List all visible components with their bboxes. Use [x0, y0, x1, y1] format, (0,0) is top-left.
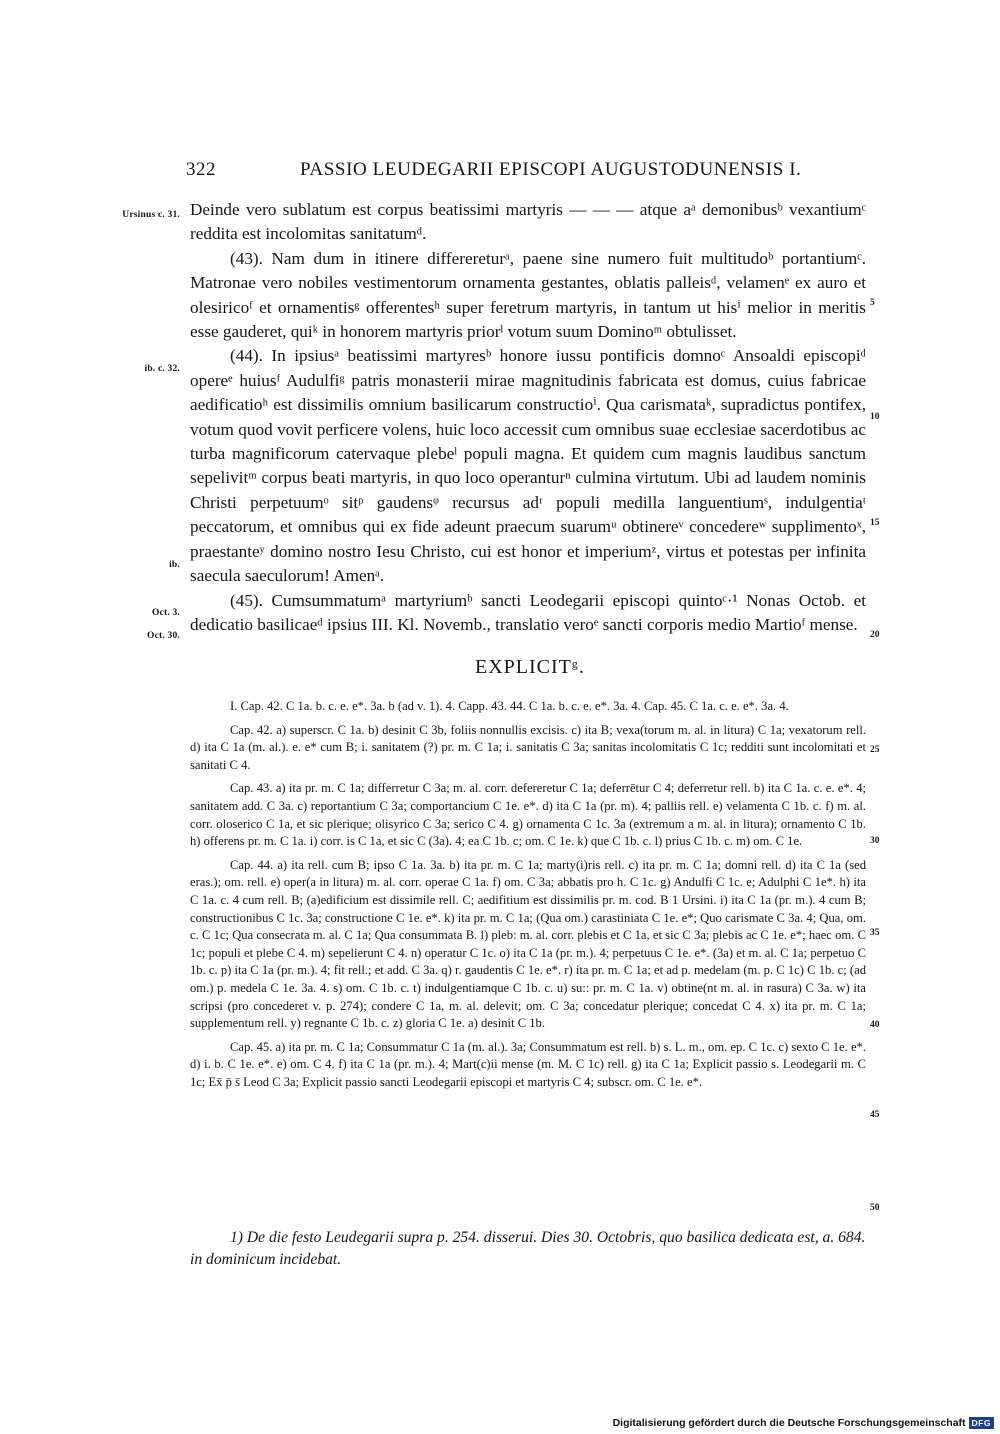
apparatus-cap-43: Cap. 43. a) ita pr. m. C 1a; differretur C 3a; m. al. corr. defereretur C 1a; deferrētur C 4; deferretur rell. b) ita C 1a. c. e. e*. 4; sanitatem add. C 3a. c) reportantium C 3a; comportancium C 1e. e*. d) ita C 1a (pr. m). 4; palliis rell. e) velamenta C 1b. c. f) m. al. corr. oloserico C 1a, et sic plerique; olisyrico C 3a; serico C 4. g) ornamenta C 1c. 3a (extremum a m. al. in litura); ornamento C 1b. h) offerens pr. m. C 1a. i) corr. is C 1a, et sic C (3a). 4; ea C 1b. c; om. C 1e. k) que C 1b. c. l) prius C 1b. c. m) om. C 1e. — [190, 781, 866, 849]
explicit-heading: EXPLICITᵍ. — [475, 656, 585, 678]
line-number: 20 — [870, 630, 880, 640]
line-number: 30 — [870, 836, 880, 846]
credit-text: Digitalisierung gefördert durch die Deutsche Forschungsgemeinschaft — [612, 1417, 966, 1429]
paragraph-43: (43). Nam dum in itinere differereturᵃ, paene sine numero fuit multitudoᵇ portantiumᶜ. Matronae vero nobiles vestimentorum ornamenta gestantes, oblatis palleisᵈ, velamenᵉ ex auro et olesiricoᶠ et ornamentisᵍ offerentesʰ super feretrum martyris, in tantum ut hisⁱ melior in meritis esse gauderet, quiᵏ in honorem martyris priorˡ votum suum Dominoᵐ obtulisset. — [190, 248, 866, 342]
paragraph-42: Deinde vero sublatum est corpus beatissimi martyris — — — atque aᵃ demonibusᵇ vexantiumᶜ reddita est incolomitas sanitatumᵈ. — [190, 200, 866, 244]
line-number: 25 — [870, 745, 880, 755]
margin-note-ib: ib. — [169, 560, 180, 570]
paragraph-44: (44). In ipsiusᵃ beatissimi martyresᵇ honore iussu pontificis domnoᶜ Ansoaldi episcopiᵈ opereᵉ huiusᶠ Audulfiᵍ patris monasterii mirae magnitudinis fabricata est domus, cuius fabricae aedificatioʰ est dissimilis omnium basilicarum constructioⁱ. Qua carismataᵏ, supradictus pontifex, votum quod vovit perficere volens, huic loco accessit cum omnibus suae ecclesiae sacerdotibus ac turba magnificorum catervaque plebeˡ populi magna. Et quidem cum magnis laudibus sanctum sepelivitᵐ corpus beati martyris, in quo loco operanturⁿ culmina virtutum. Ubi ad laudem nominis Christi perpetuumᵒ sitᵖ gaudensᵠ recursus adʳ populi medilla languentiumˢ, indulgentiaᵗ peccatorum, et omnibus qui ex fide adeunt praecum suarumᵘ obtinereᵛ concedereʷ supplimentoˣ, praestanteʸ domino nostro Iesu Christo, cui est honor et imperiumᶻ, virtus et potestas per infinita saecula saeculorum! Amenᵃ. — [190, 346, 866, 586]
margin-note-ursinus: Ursinus c. 31. — [122, 210, 180, 220]
main-text — [190, 198, 866, 637]
line-number: 35 — [870, 928, 880, 938]
apparatus-sigla: I. Cap. 42. C 1a. b. c. e. e*. 3a. b (ad v. 1). 4. Capp. 43. 44. C 1a. b. c. e. e*. 3a. 4. Cap. 45. C 1a. c. e. e*. 3a. 4. — [230, 699, 789, 713]
critical-apparatus — [190, 698, 866, 1091]
page-number: 322 — [186, 159, 216, 180]
line-number: 40 — [870, 1020, 880, 1030]
line-number: 50 — [870, 1203, 880, 1213]
footnote: 1) De die festo Leudegarii supra p. 254. disserui. Dies 30. Octobris, quo basilica dedicata est, a. 684. in dominicum incidebat. — [190, 1229, 866, 1268]
dfg-logo-icon: DFG — [969, 1417, 994, 1429]
apparatus-cap-45: Cap. 45. a) ita pr. m. C 1a; Consummatur C 1a (m. al.). 3a; Consummatum est rell. b) s. L. m., om. ep. C 1c. c) sexto C 1e. e*. d) i. b. C 1e. e*. e) om. C 4. f) ita C 1a (pr. m.). 4; Mart(c)ii mense (m. M. C 1c) rell. g) ita C 1a; Explicit passio s. Leodegarii m. C 1c; Ex̄ p̄ s̄ Leod C 3a; Explicit passio sancti Leodegarii episcopi et martyris C 4; subscr. om. C 1e. e*. — [190, 1039, 866, 1089]
line-number: 5 — [870, 298, 875, 308]
paragraph-45: (45). Cumsummatumᵃ martyriumᵇ sancti Leodegarii episcopi quintoᶜ·¹ Nonas Octob. et dedicatio basilicaeᵈ ipsius III. Kl. Novemb., translatio veroᵉ sancti corporis medio Martioᶠ mense. — [190, 590, 866, 634]
line-number: 45 — [870, 1110, 880, 1120]
margin-note-ib-32: ib. c. 32. — [144, 364, 180, 374]
line-number: 10 — [870, 412, 880, 422]
line-number: 15 — [870, 518, 880, 528]
margin-note-oct-30: Oct. 30. — [147, 631, 180, 641]
apparatus-cap-44: Cap. 44. a) ita rell. cum B; ipso C 1a. 3a. b) ita pr. m. C 1a; marty(i)ris rell. c) ita pr. m. C 1a; domni rell. d) ita C 1a (sed eras.); om. rell. e) oper(a in litura) m. al. corr. operae C 1a. f) om. C 3a; abbatis pro h. C 1c. g) Andulfi C 1c. e; Adulphi C 1e*. h) ita C 1a. c. 4 cum rell. B; (a)edificium est dissimile rell. C; aedifitium est dissimilis pr. m. cod. B 1 Ursini. i) ita C 1a (pr. m.). 4 cum B; constructionibus C 1c. 3a; constructione C 1e. e*. k) ita pr. m. C 1a; (Qua om.) carastiniata C 1e. e*; Quo carismate C 3a. 4; Qua, om. c. C 1c; Qua consecrata m. al. C 1a; Qua consummata B. l) pleb: m. al. corr. plebis et C 1a, et sic C 3a; plebis ac C 1e. e*; haec om. C 1c; populi et plebe C 4. m) sepelierunt C 4. n) operatur C 1c. o) ita C 1a (pr. m.). 4; perpetuus C 1e. e*. (3a) et m. al. C 1a; perpetuo C 1b. c. p) ita C 1a (pr. m.). 4; fit rell.; et add. C 3a. q) r. gaudentis C 1e. e*. r) ita pr. m. C 1a; et ad p. medelam (m. p. C 1c) C 1b. c; (ad om.) p. medela C 1e. 3a. 4. s) om. C 1b. c. t) indulgentiamque C 1b. c. u) su:: pr. m. C 1a. v) obtine(nt m. al. in rasura) C 3a. w) ita scripsi (pro concederet v. p. 274); condere C 1a, m. al. delevit; om. C 3a; concedatur plerique; concedat C 4. x) ita pr. m. C 1a; supplementum rell. y) regnante C 1b. c. z) gloria C 1e. a) desinit C 1b. — [190, 857, 866, 1031]
running-title: PASSIO LEUDEGARII EPISCOPI AUGUSTODUNENSIS I. — [300, 159, 802, 180]
margin-note-oct-3: Oct. 3. — [151, 608, 180, 618]
apparatus-cap-42: Cap. 42. a) superscr. C 1a. b) desinit C 3b, foliis nonnullis excisis. c) ita B; vexa(torum m. al. in litura) C 1a; vexatorum rell. d) ita C 1a (m. al.). e. e* cum B; i. sanitatem (?) pr. m. C 1a; i. sanitatis C 3a; sanitas incolomitatis C 1c; redditi sunt incolomitati et sanitati C 4. — [190, 722, 866, 772]
digitization-credit — [613, 1417, 994, 1429]
